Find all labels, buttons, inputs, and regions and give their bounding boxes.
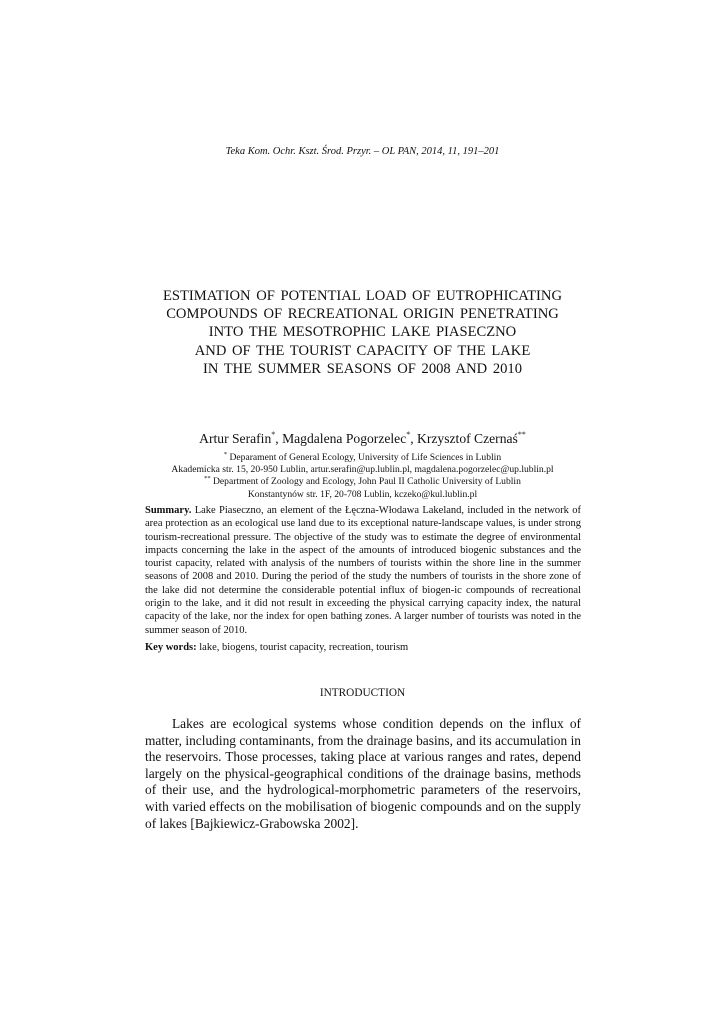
affiliations bbox=[0, 452, 725, 501]
title-line: IN THE SUMMER SEASONS OF 2008 AND 2010 bbox=[202, 360, 523, 377]
author-list bbox=[0, 431, 725, 447]
affiliation-text: Akademicka str. 15, 20-950 Lublin, artur.serafin@up.lublin.pl, magdalena.pogorzelec@up.lublin.pl bbox=[171, 464, 554, 476]
affiliation-text: Department of Zoology and Ecology, John Paul II Catholic University of Lublin bbox=[210, 476, 521, 488]
title-line: INTO THE MESOTROPHIC LAKE PIASECZNO bbox=[208, 324, 517, 341]
author-affiliation-mark: ** bbox=[517, 430, 526, 439]
affiliation-line bbox=[0, 476, 725, 488]
author-name: Artur Serafin bbox=[199, 431, 272, 446]
summary-paragraph bbox=[145, 504, 581, 637]
paper-title bbox=[120, 287, 605, 378]
author-affiliation-mark: * bbox=[406, 430, 411, 439]
author-affiliation-mark: * bbox=[271, 430, 276, 439]
keywords-text: lake, biogens, tourist capacity, recreation, tourism bbox=[196, 642, 409, 653]
affiliation-line bbox=[0, 464, 725, 476]
journal-reference: Teka Kom. Ochr. Kszt. Środ. Przyr. – OL PAN, 2014, 11, 191–201 bbox=[225, 146, 500, 157]
affiliation-line bbox=[0, 452, 725, 464]
title-line: AND OF THE TOURIST CAPACITY OF THE LAKE bbox=[194, 342, 531, 359]
affiliation-line bbox=[0, 489, 725, 501]
title-line: COMPOUNDS OF RECREATIONAL ORIGIN PENETRATING bbox=[166, 306, 559, 323]
keywords-label: Key words: bbox=[145, 642, 197, 653]
author-separator: , bbox=[410, 431, 418, 446]
affiliation-text: Konstantynów str. 1F, 20-708 Lublin, kczeko@kul.lublin.pl bbox=[247, 488, 478, 500]
intro-paragraph: Lakes are ecological systems whose condition depends on the influx of matter, including contaminants, from the drainage basins, and its accumulation in the reservoirs. Those processes, taking place at various ranges and rates, depend largely on the physical-geographical conditions of the drainage basins, methods of their use, and the hydrological-morphometric parameters of the reservoirs, with varied effects on the mobilisation of biogenic compounds and on the supply of lakes [Bajkiewicz-Grabowska 2002]. bbox=[145, 716, 581, 831]
affiliation-mark: ** bbox=[204, 475, 211, 483]
author-separator: , bbox=[275, 431, 283, 446]
affiliation-text: Deparament of General Ecology, University of Life Sciences in Lublin bbox=[227, 452, 502, 463]
author-name: Krzysztof Czernaś bbox=[417, 431, 518, 446]
keywords-line bbox=[145, 642, 581, 653]
author-name: Magdalena Pogorzelec bbox=[282, 431, 407, 446]
affiliation-mark: * bbox=[223, 451, 228, 458]
section-heading: INTRODUCTION bbox=[319, 687, 406, 699]
summary-text: Lake Piaseczno, an element of the Łęczna-Włodawa Lakeland, included in the network of area protection as an ecological use land due to its exceptional nature-landscape values, is under strong tourism-recreational pressure. The objective of the study was to estimate the degree of environmental impacts concerning the lake in the aspect of the amounts of introduced biogenic substances and the tourist capacity, related with analysis of the numbers of tourists within the shore line in the summer seasons of 2008 and 2010. During the period of the study the numbers of tourists in the shore zone of the lake did not determine the considerable potential influx of biogen-ic compounds of recreational origin to the lake, and it did not result in exceeding the physical carrying capacity index, the natural capacity of the lake, nor the index for open bathing zones. A larger number of tourists was noted in the summer season of 2010. bbox=[145, 505, 581, 636]
summary-label: Summary. bbox=[145, 505, 192, 516]
title-line: ESTIMATION OF POTENTIAL LOAD OF EUTROPHICATING bbox=[162, 288, 562, 304]
